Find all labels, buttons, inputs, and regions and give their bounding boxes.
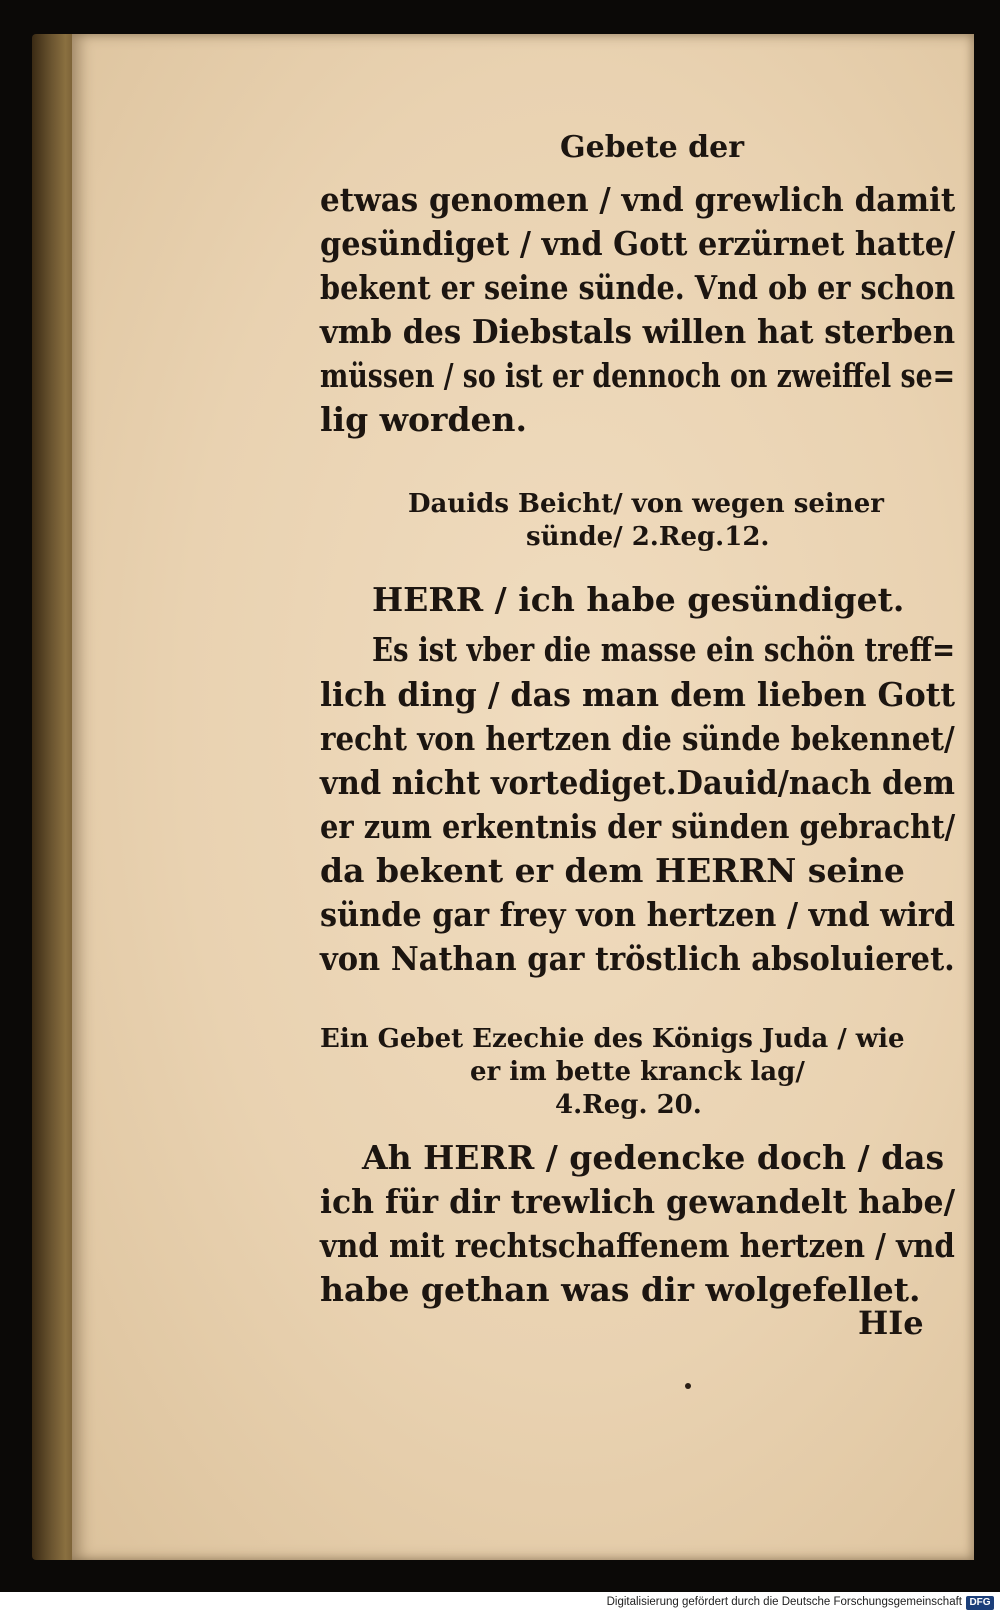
section-heading: 4.Reg. 20. — [555, 1090, 702, 1120]
text-line: lig worden. — [320, 400, 527, 439]
footer — [0, 1592, 1000, 1614]
text-line: gesündiget / vnd Gott erzürnet hatte/ — [320, 224, 956, 263]
text-line: recht von hertzen die sünde bekennet/ — [320, 719, 955, 758]
section-heading: er im bette kranck lag/ — [470, 1057, 805, 1087]
section-heading: sünde/ 2.Reg.12. — [526, 522, 770, 552]
text-line: er zum erkentnis der sünden gebracht/ — [320, 807, 956, 846]
prayer-line: HERR / ich habe gesündiget. — [372, 580, 905, 619]
running-head: Gebete der — [560, 130, 745, 165]
text-line: ich für dir trewlich gewandelt habe/ — [320, 1182, 956, 1221]
text-line: vmb des Diebstals willen hat sterben — [320, 312, 956, 351]
footer-credit: Digitalisierung gefördert durch die Deutsche Forschungsgemeinschaft — [606, 1596, 962, 1608]
text-line: habe gethan was dir wolgefellet. — [320, 1270, 921, 1309]
text-line: lich ding / das man dem lieben Gott — [320, 675, 955, 714]
text-line: müssen / so ist er dennoch on zweiffel se= — [320, 356, 956, 395]
text-line: vnd nicht vortediget.Dauid/nach dem — [320, 763, 955, 802]
text-line: vnd mit rechtschaffenem hertzen / vnd — [320, 1226, 955, 1265]
catchword: HIe — [858, 1304, 924, 1342]
section-heading: Dauids Beicht/ von wegen seiner — [408, 489, 884, 519]
section-heading: Ein Gebet Ezechie des Königs Juda / wie — [320, 1024, 905, 1054]
text-line: bekent er seine sünde. Vnd ob er schon — [320, 268, 956, 307]
text-line: da bekent er dem HERRN seine — [320, 851, 905, 890]
text-line: etwas genomen / vnd grewlich damit — [320, 180, 956, 219]
text-line: Ah HERR / gedencke doch / das — [362, 1138, 945, 1177]
text-line: Es ist vber die masse ein schön treff= — [372, 630, 956, 669]
text-line: von Nathan gar tröstlich absoluieret. — [320, 939, 955, 978]
dfg-logo: DFG — [966, 1596, 994, 1610]
text-line: sünde gar frey von hertzen / vnd wird — [320, 895, 955, 934]
ink-spot — [685, 1383, 691, 1389]
